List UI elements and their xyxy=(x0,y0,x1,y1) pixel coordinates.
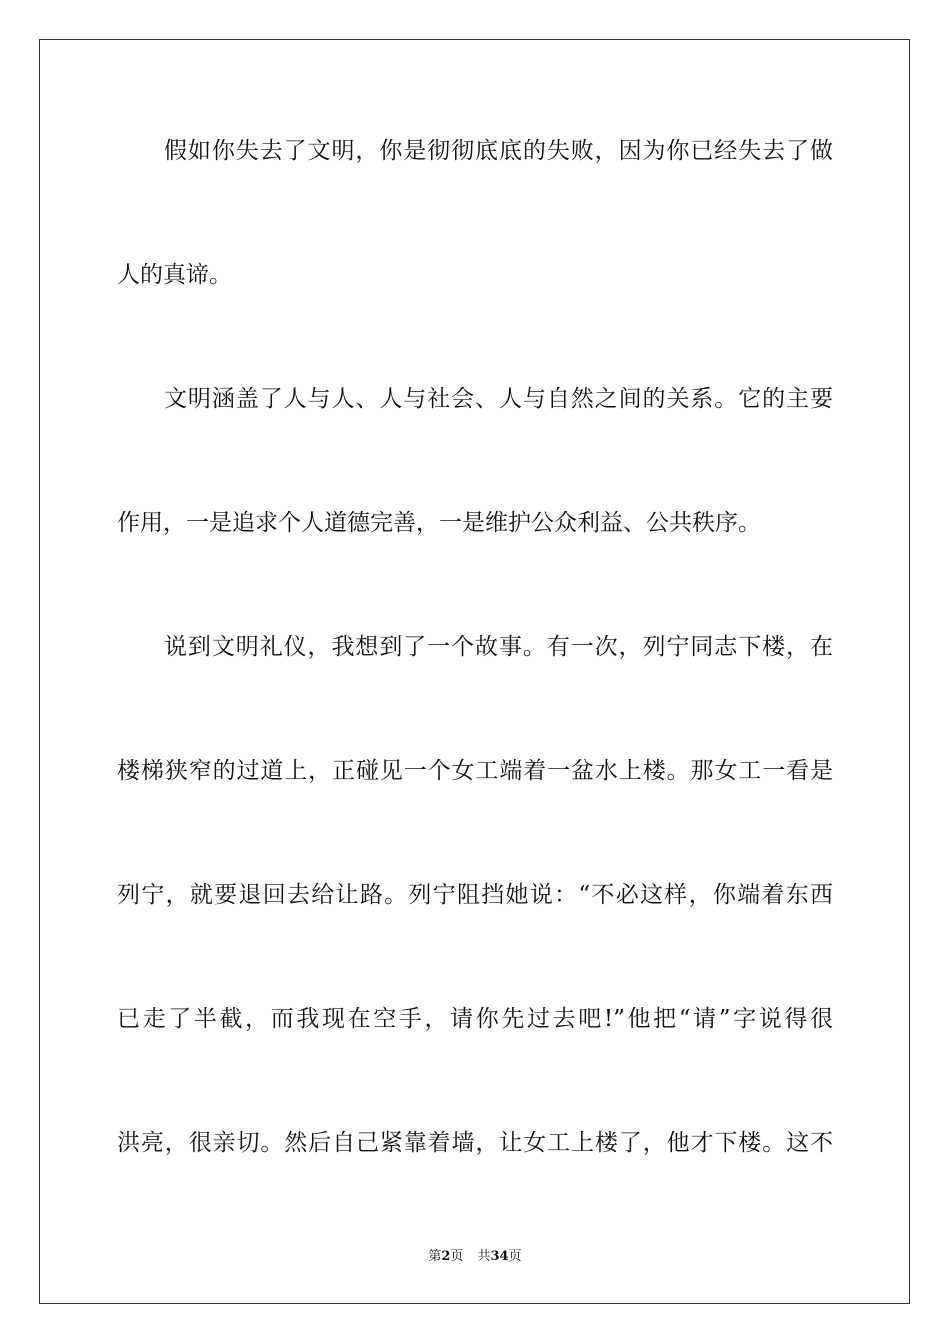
page-suffix: 页 xyxy=(450,1249,464,1264)
text-line-4: 作用，一是追求个人道德完善，一是维护公众利益、公共秩序。 xyxy=(117,510,761,536)
total-pages: 34 xyxy=(490,1249,509,1264)
text-line-3: 文明涵盖了人与人、人与社会、人与自然之间的关系。它的主要 xyxy=(164,386,833,412)
text-line-6: 楼梯狭窄的过道上，正碰见一个女工端着一盆水上楼。那女工一看是 xyxy=(117,758,833,784)
total-prefix: 共 xyxy=(477,1249,491,1264)
text-line-1: 假如你失去了文明，你是彻彻底底的失败，因为你已经失去了做 xyxy=(164,138,833,164)
page-number: 2 xyxy=(441,1249,451,1264)
page-border xyxy=(39,39,910,1304)
total-suffix: 页 xyxy=(508,1249,522,1264)
text-line-9: 洪亮，很亲切。然后自己紧靠着墙，让女工上楼了，他才下楼。这不 xyxy=(117,1130,833,1156)
text-line-7: 列宁，就要退回去给让路。列宁阻挡她说：“不必这样，你端着东西 xyxy=(117,882,833,908)
text-line-2: 人的真谛。 xyxy=(117,262,232,288)
page-prefix: 第 xyxy=(428,1249,442,1264)
page-footer xyxy=(0,1248,950,1266)
text-line-5: 说到文明礼仪，我想到了一个故事。有一次，列宁同志下楼，在 xyxy=(164,634,833,660)
text-line-8: 已走了半截，而我现在空手，请你先过去吧!”他把“请”字说得很 xyxy=(117,1006,833,1032)
